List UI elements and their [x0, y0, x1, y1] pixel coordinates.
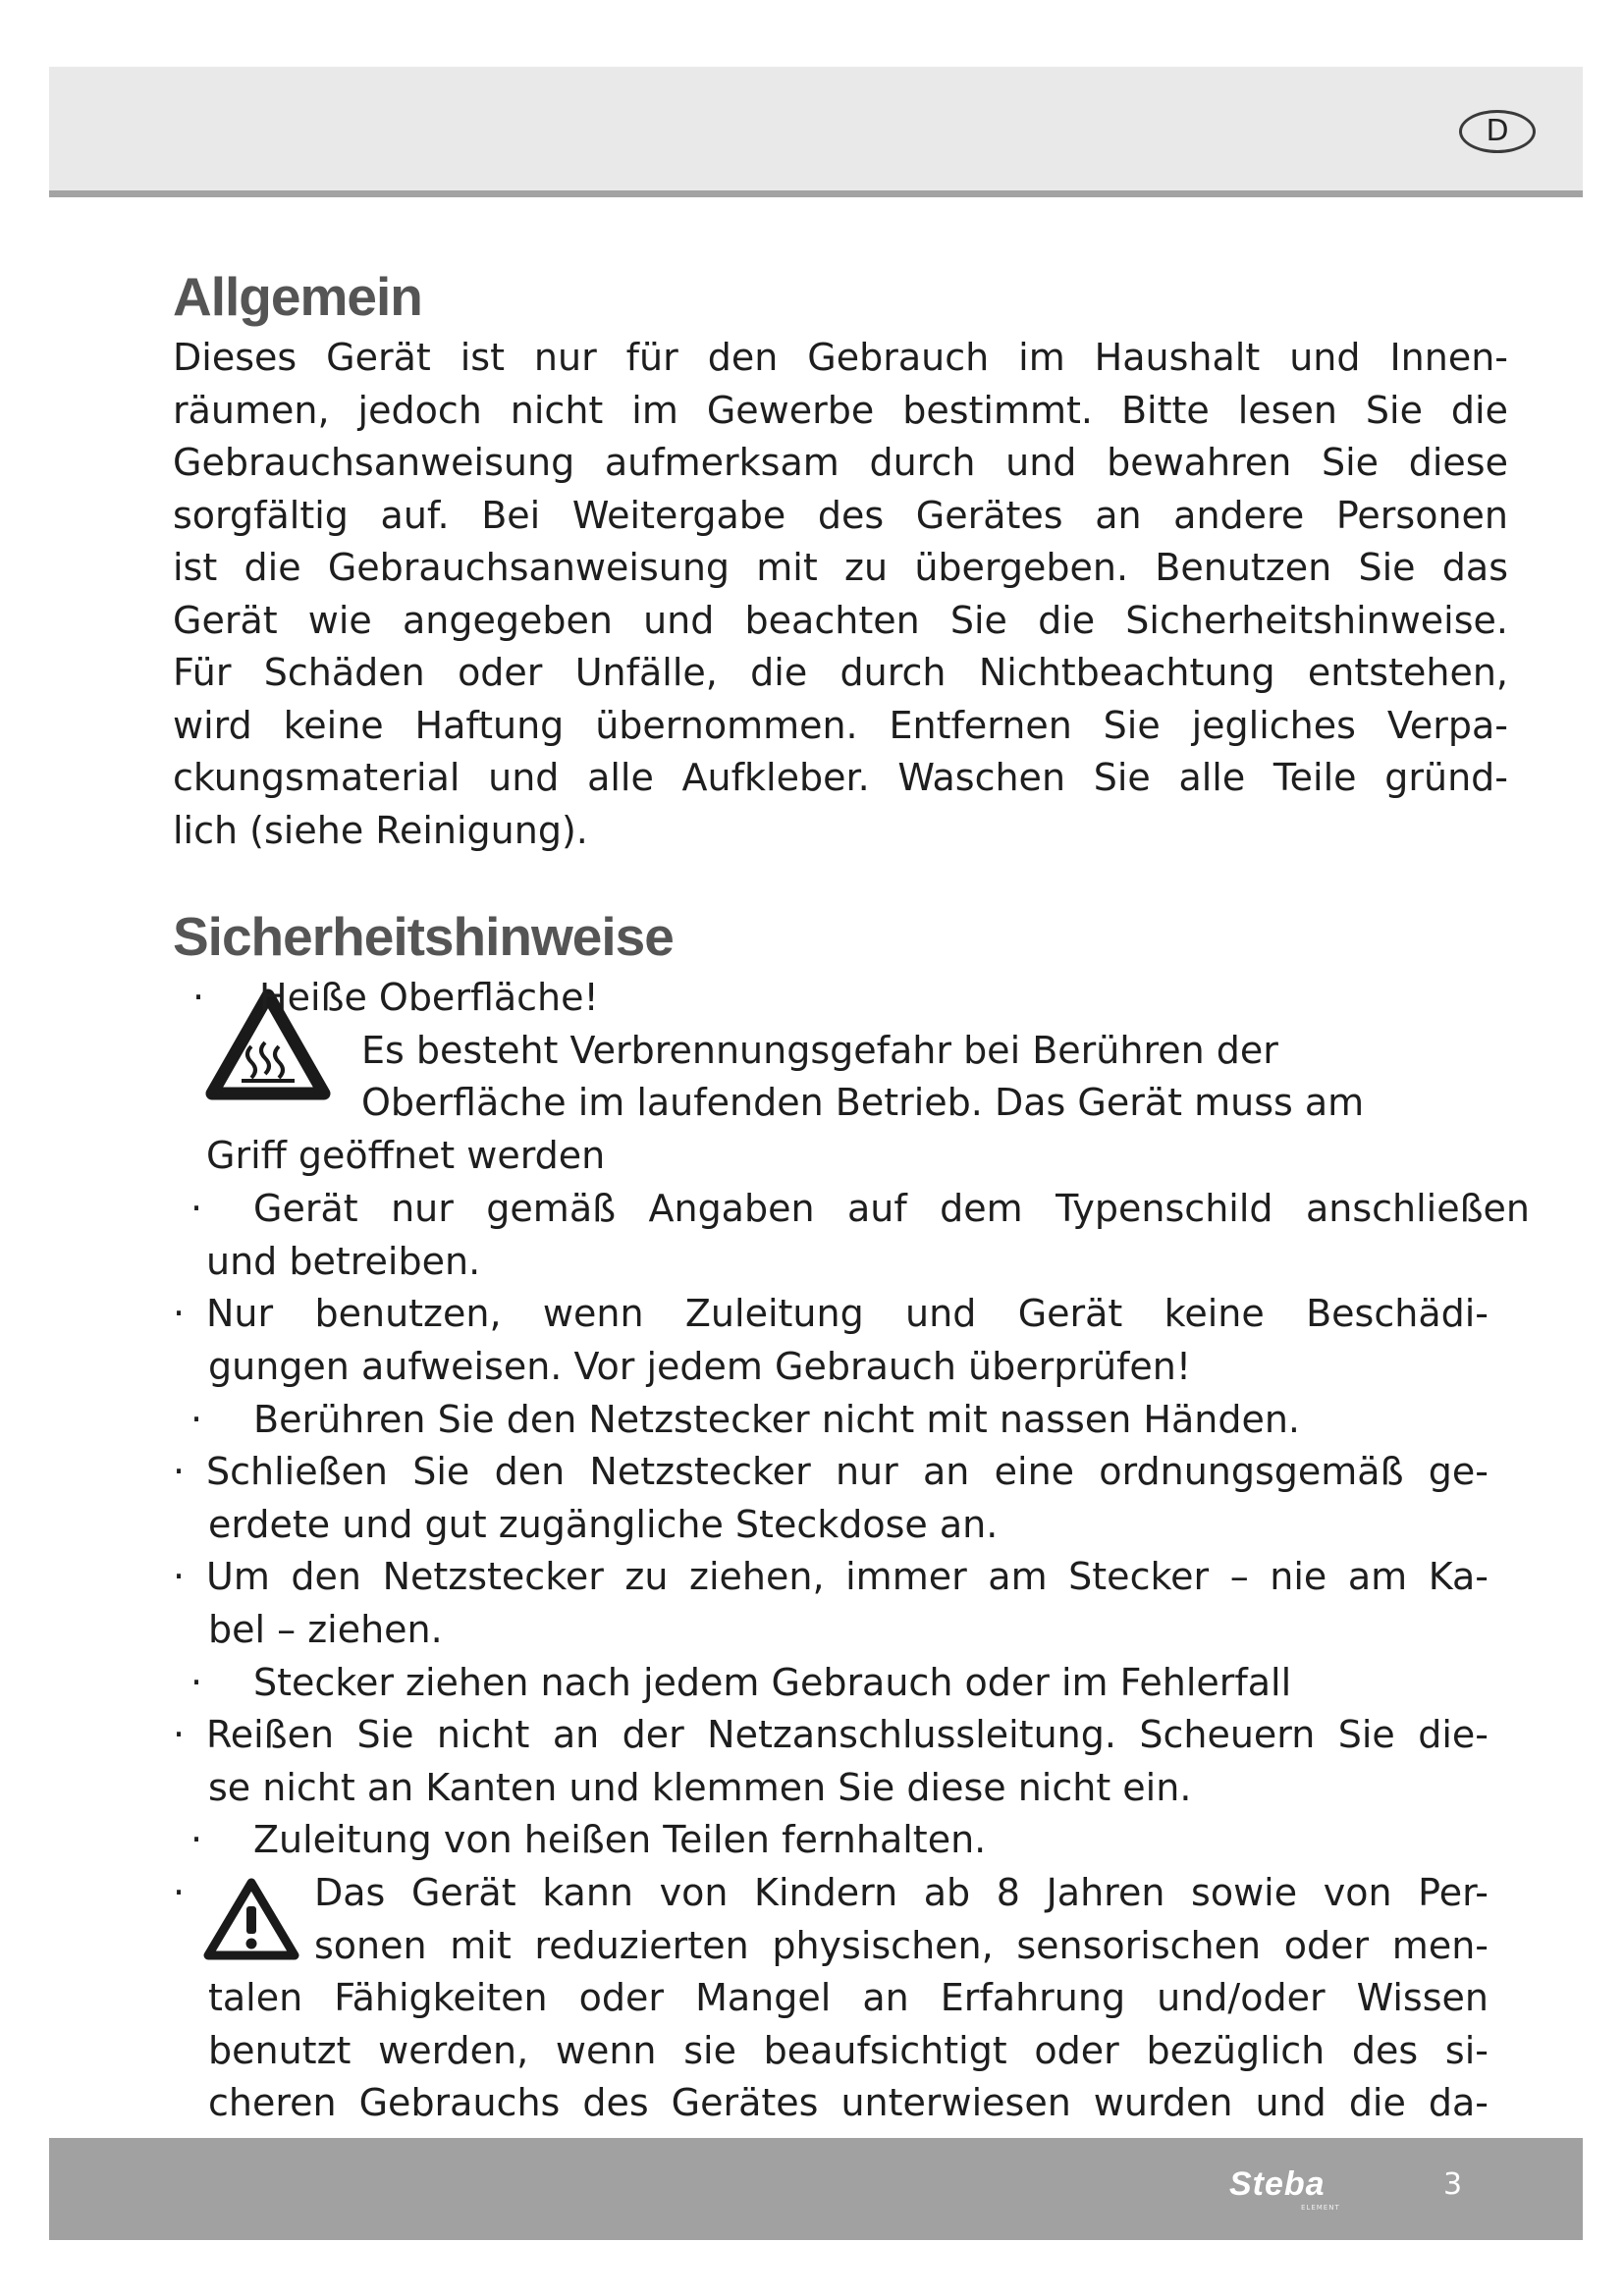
general-line: ist die Gebrauchsanweisung mit zu übergeben. Benutzen Sie das — [173, 546, 1508, 589]
bullet: · — [173, 1292, 186, 1335]
header-band — [49, 67, 1583, 197]
bullet: · — [173, 1450, 186, 1493]
safety-item: bel – ziehen. — [208, 1608, 443, 1651]
safety-item: erdete und gut zugängliche Steckdose an. — [208, 1503, 999, 1546]
children-text: sonen mit reduzierten physischen, sensorischen oder men- — [314, 1924, 1489, 1967]
safety-item: Gerät nur gemäß Angaben auf dem Typenschild anschließen — [253, 1187, 1530, 1230]
general-line: Gebrauchsanweisung aufmerksam durch und bewahren Sie diese — [173, 441, 1508, 484]
general-line: wird keine Haftung übernommen. Entfernen Sie jegliches Verpa- — [173, 703, 1508, 747]
general-line: Dieses Gerät ist nur für den Gebrauch im Haushalt und Innen- — [173, 336, 1508, 379]
hot-surface-heading: Heiße Oberfläche! — [259, 976, 599, 1019]
general-line: Für Schäden oder Unfälle, die durch Nichtbeachtung entstehen, — [173, 651, 1508, 694]
bullet: · — [173, 1713, 186, 1756]
safety-item: Zuleitung von heißen Teilen fernhalten. — [253, 1818, 987, 1861]
hot-surface-text: Oberfläche im laufenden Betrieb. Das Gerät muss am — [361, 1081, 1365, 1124]
general-text — [173, 332, 1508, 857]
safety-item: Nur benutzen, wenn Zuleitung und Gerät keine Beschädi- — [206, 1292, 1489, 1335]
bullet: · — [192, 976, 205, 1019]
children-text: Das Gerät kann von Kindern ab 8 Jahren sowie von Per- — [314, 1871, 1489, 1914]
bullet: · — [190, 1818, 203, 1861]
general-line: lich (siehe Reinigung). — [173, 808, 588, 852]
general-line: räumen, jedoch nicht im Gewerbe bestimmt. Bitte lesen Sie die — [173, 388, 1508, 432]
general-title: Allgemein — [173, 266, 422, 327]
safety-item: Berühren Sie den Netzstecker nicht mit nassen Händen. — [253, 1398, 1300, 1441]
safety-item: Reißen Sie nicht an der Netzanschlussleitung. Scheuern Sie die- — [206, 1713, 1489, 1756]
language-badge: D — [1459, 110, 1536, 153]
safety-item: Schließen Sie den Netzstecker nur an eine ordnungsgemäß ge- — [206, 1450, 1489, 1493]
children-text: talen Fähigkeiten oder Mangel an Erfahrung und/oder Wissen — [208, 1976, 1489, 2019]
safety-item: und betreiben. — [206, 1240, 481, 1283]
bullet: · — [190, 1187, 203, 1230]
bullet: · — [173, 1555, 186, 1598]
steba-logo: Steba — [1229, 2165, 1326, 2203]
hot-surface-text: Es besteht Verbrennungsgefahr bei Berühren der — [361, 1029, 1278, 1072]
children-text: cheren Gebrauchs des Gerätes unterwiesen wurden und die da- — [208, 2081, 1489, 2124]
safety-item: Um den Netzstecker zu ziehen, immer am Stecker – nie am Ka- — [206, 1555, 1489, 1598]
caution-warning-icon — [202, 1875, 300, 1963]
safety-section — [173, 905, 1508, 968]
general-line: sorgfältig auf. Bei Weitergabe des Gerätes an andere Personen — [173, 493, 1508, 537]
general-section — [173, 265, 1508, 328]
footer-band — [49, 2138, 1583, 2240]
children-text: benutzt werden, wenn sie beaufsichtigt oder bezüglich des si- — [208, 2029, 1489, 2072]
page-number: 3 — [1443, 2167, 1463, 2202]
bullet: · — [190, 1661, 203, 1704]
safety-item: se nicht an Kanten und klemmen Sie diese nicht ein. — [208, 1766, 1192, 1809]
general-line: ckungsmaterial und alle Aufkleber. Waschen Sie alle Teile gründ- — [173, 756, 1508, 799]
general-line: Gerät wie angegeben und beachten Sie die Sicherheitshinweise. — [173, 598, 1508, 642]
safety-title: Sicherheitshinweise — [173, 906, 674, 967]
bullet: · — [173, 1871, 186, 1914]
steba-logo-subtitle: ELEMENT — [1301, 2204, 1340, 2212]
hot-surface-text: Griff geöffnet werden — [206, 1134, 606, 1177]
safety-item: Stecker ziehen nach jedem Gebrauch oder im Fehlerfall — [253, 1661, 1292, 1704]
safety-item: gungen aufweisen. Vor jedem Gebrauch überprüfen! — [208, 1345, 1192, 1388]
bullet: · — [190, 1398, 203, 1441]
